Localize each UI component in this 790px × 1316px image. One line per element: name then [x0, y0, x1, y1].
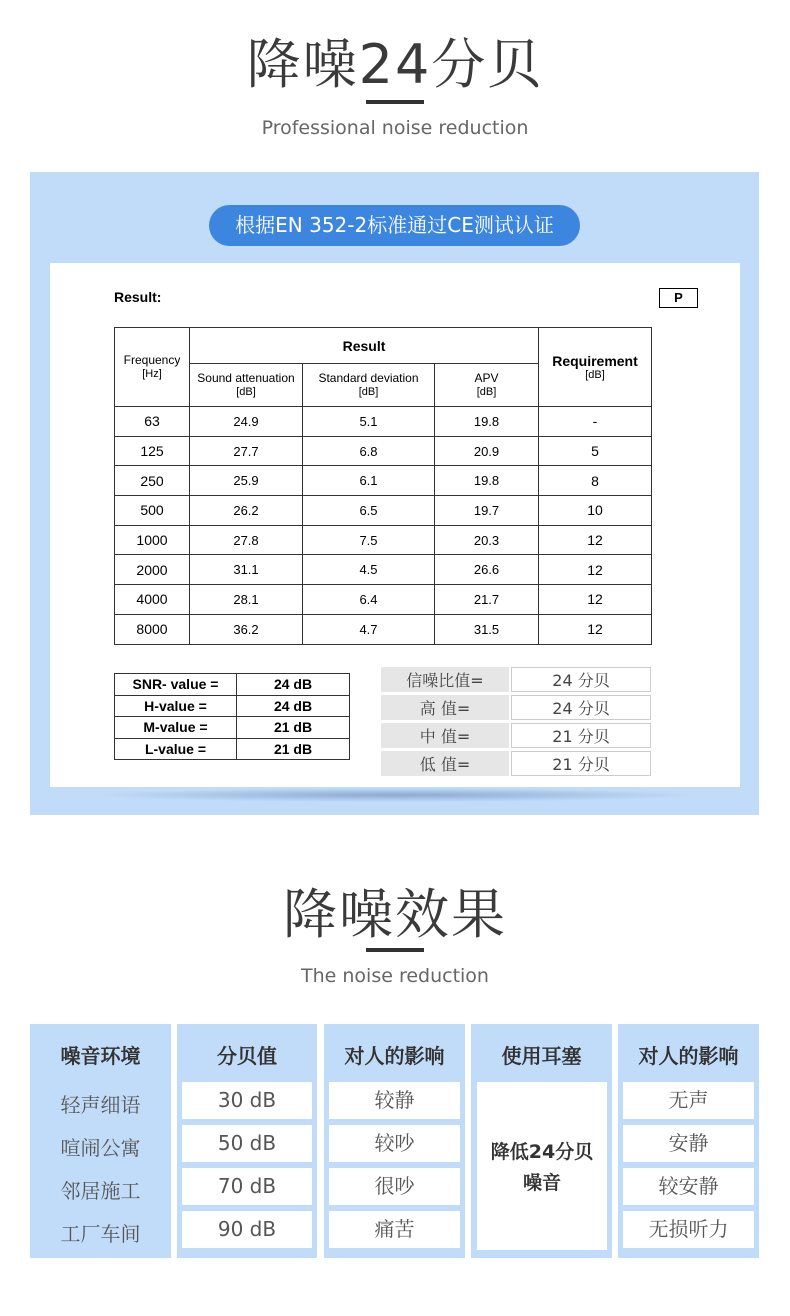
frequency-cell: 63 [115, 407, 190, 437]
rating-row [115, 695, 350, 717]
rating-label-cn: 中 值= [381, 723, 509, 748]
decibel-cell: 50 dB [182, 1125, 312, 1162]
apv-cell: 21.7 [435, 585, 539, 615]
apv-cell: 20.9 [435, 436, 539, 466]
section-title-noise-reduction: 降噪24分贝 [246, 33, 544, 96]
decibel-cell: 30 dB [182, 1082, 312, 1119]
rating-value: 24 dB [237, 674, 350, 696]
rating-row-cn [381, 667, 651, 692]
rating-label: M-value = [115, 717, 237, 739]
impact-after-cell: 无声 [623, 1082, 754, 1119]
requirement-cell: 10 [539, 496, 652, 526]
requirement-cell: - [539, 407, 652, 437]
certification-badge: 根据EN 352-2标准通过CE测试认证 [209, 205, 580, 246]
impact-cell: 很吵 [329, 1168, 460, 1205]
apv-header: APV [dB] [435, 364, 539, 407]
frequency-cell: 8000 [115, 614, 190, 644]
section-subtitle: Professional noise reduction [261, 117, 529, 139]
document-shadow [90, 788, 700, 802]
table-row [115, 525, 652, 555]
apv-cell: 19.8 [435, 407, 539, 437]
apv-cell: 20.3 [435, 525, 539, 555]
attenuation-cell: 25.9 [190, 466, 303, 496]
rating-label-cn: 信噪比值= [381, 667, 509, 692]
decibel-cell: 90 dB [182, 1211, 312, 1248]
section-subtitle: The noise reduction [301, 965, 489, 987]
column-environment [30, 1024, 171, 1258]
rating-value-cn: 24 分贝 [511, 667, 651, 692]
deviation-cell: 5.1 [303, 407, 435, 437]
apv-cell: 19.7 [435, 496, 539, 526]
impact-after-cell: 无损听力 [623, 1211, 754, 1248]
apv-cell: 31.5 [435, 614, 539, 644]
requirement-cell: 12 [539, 525, 652, 555]
rating-value: 24 dB [237, 695, 350, 717]
frequency-cell: 250 [115, 466, 190, 496]
frequency-cell: 4000 [115, 585, 190, 615]
rating-row-cn [381, 723, 651, 748]
frequency-cell: 125 [115, 436, 190, 466]
column-header: 对人的影响 [344, 1044, 445, 1068]
table-row [115, 585, 652, 615]
table-row [115, 555, 652, 585]
earplug-line-1: 降低24分贝 [490, 1141, 594, 1163]
column-header: 分贝值 [217, 1044, 277, 1068]
environment-item: 喧闹公寓 [60, 1136, 141, 1160]
rating-values-cn-table [381, 664, 651, 779]
column-impact-before [324, 1024, 465, 1258]
rating-row-cn [381, 751, 651, 776]
column-decibels [177, 1024, 317, 1258]
column-header: 对人的影响 [638, 1044, 739, 1068]
decibel-cell: 70 dB [182, 1168, 312, 1205]
rating-label-cn: 低 值= [381, 751, 509, 776]
attenuation-cell: 27.8 [190, 525, 303, 555]
apv-cell: 26.6 [435, 555, 539, 585]
column-earplugs [471, 1024, 612, 1258]
deviation-cell: 7.5 [303, 525, 435, 555]
impact-cell: 较静 [329, 1082, 460, 1119]
environment-item: 轻声细语 [60, 1093, 141, 1117]
requirement-cell: 12 [539, 585, 652, 615]
title-divider [366, 948, 424, 952]
rating-label-cn: 高 值= [381, 695, 509, 720]
sound-attenuation-header: Sound attenuation [dB] [190, 364, 303, 407]
requirement-header: Requirement [dB] [539, 328, 652, 407]
pass-box: P [659, 288, 698, 308]
rating-row [115, 738, 350, 760]
earplug-reduction-cell [477, 1082, 607, 1250]
table-row [115, 407, 652, 437]
title-divider [366, 100, 424, 104]
rating-label: H-value = [115, 695, 237, 717]
frequency-header: Frequency [Hz] [115, 328, 190, 407]
deviation-cell: 6.5 [303, 496, 435, 526]
table-row [115, 436, 652, 466]
attenuation-cell: 28.1 [190, 585, 303, 615]
column-header: 使用耳塞 [501, 1044, 582, 1068]
rating-row [115, 717, 350, 739]
apv-cell: 19.8 [435, 466, 539, 496]
table-row [115, 466, 652, 496]
attenuation-cell: 31.1 [190, 555, 303, 585]
rating-values-table [114, 673, 350, 760]
requirement-cell: 8 [539, 466, 652, 496]
rating-value-cn: 21 分贝 [511, 751, 651, 776]
rating-row-cn [381, 695, 651, 720]
frequency-cell: 500 [115, 496, 190, 526]
impact-after-cell: 较安静 [623, 1168, 754, 1205]
frequency-cell: 1000 [115, 525, 190, 555]
deviation-cell: 6.8 [303, 436, 435, 466]
requirement-cell: 12 [539, 614, 652, 644]
standard-deviation-header: Standard deviation [dB] [303, 364, 435, 407]
deviation-cell: 4.5 [303, 555, 435, 585]
deviation-cell: 4.7 [303, 614, 435, 644]
result-header: Result [190, 328, 539, 364]
requirement-cell: 12 [539, 555, 652, 585]
environment-item: 工厂车间 [60, 1222, 141, 1246]
deviation-cell: 6.4 [303, 585, 435, 615]
column-impact-after [618, 1024, 759, 1258]
frequency-cell: 2000 [115, 555, 190, 585]
rating-value-cn: 24 分贝 [511, 695, 651, 720]
attenuation-cell: 26.2 [190, 496, 303, 526]
attenuation-table [114, 327, 652, 645]
rating-label: L-value = [115, 738, 237, 760]
rating-value: 21 dB [237, 738, 350, 760]
attenuation-cell: 24.9 [190, 407, 303, 437]
impact-after-cell: 安静 [623, 1125, 754, 1162]
rating-row [115, 674, 350, 696]
rating-value-cn: 21 分贝 [511, 723, 651, 748]
attenuation-cell: 36.2 [190, 614, 303, 644]
requirement-cell: 5 [539, 436, 652, 466]
impact-cell: 较吵 [329, 1125, 460, 1162]
attenuation-cell: 27.7 [190, 436, 303, 466]
deviation-cell: 6.1 [303, 466, 435, 496]
table-row [115, 496, 652, 526]
table-row [115, 614, 652, 644]
impact-cell: 痛苦 [329, 1211, 460, 1248]
environment-item: 邻居施工 [60, 1179, 141, 1203]
column-header: 噪音环境 [60, 1044, 141, 1068]
result-label: Result: [114, 289, 162, 305]
section-title-noise-effect: 降噪效果 [283, 883, 507, 946]
rating-value: 21 dB [237, 717, 350, 739]
rating-label: SNR- value = [115, 674, 237, 696]
earplug-line-2: 噪音 [522, 1172, 561, 1194]
